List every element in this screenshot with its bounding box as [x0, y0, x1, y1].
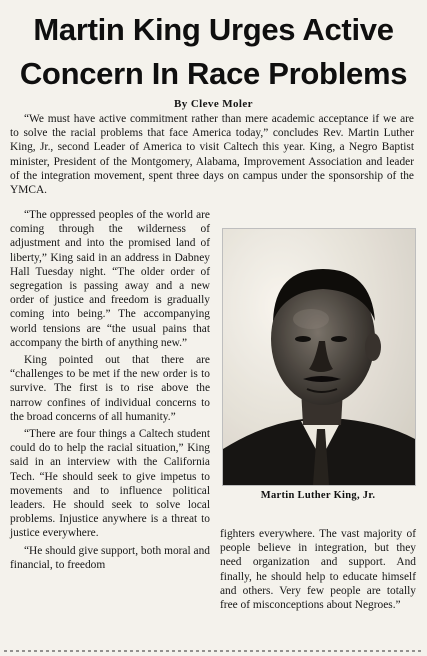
left-paragraph-4: “He should give support, both moral and financial, to freedom — [10, 544, 210, 571]
lead-paragraph — [10, 112, 414, 197]
bottom-rule — [4, 650, 423, 652]
lead-paragraph-text: “We must have active commitment rather than mere academic acceptance if we are to solve the racial problems that face America today,” concludes Rev. Martin Luther King, Jr., second Leader of America to visit Caltech this year. King, a Negro Baptist minister, President of the Montgomery, Alabama, Improvement Association and leader of the integration movement, spent three days on campus under the sponsorship of the YMCA. — [10, 113, 414, 197]
portrait-photo — [222, 228, 416, 486]
right-column-continuation — [220, 527, 416, 612]
photo-caption: Martin Luther King, Jr. — [260, 490, 376, 501]
left-paragraph-1: “The oppressed peoples of the world are coming through the wilderness of adjustment and into the promised land of liberty,” King said in an address in Dabney Hall Tuesday night. “The older order of segregation is passing away and a new order of justice and freedom is gradually coming into being.” The accompanying world tensions are “the usual pains that accompany the birth of anything new.” — [10, 209, 210, 349]
left-column — [10, 208, 210, 572]
headline-line-2: Concern In Race Problems — [19, 56, 408, 91]
left-paragraph-3: “There are four things a Caltech student could do to help the racial situation,” King said in an interview with the California Tech. “He should seek to give impetus to movements and to influence political leaders. He should seek to solve local problems. Injustice anywhere is a threat to justice everywhere. — [10, 428, 210, 540]
right-paragraph-text: fighters everywhere. The vast majority of people believe in integration, but they need organization and support. And finally, he should help to educate himself and others. Very few people are totally free of misconceptions about Negroes.” — [220, 528, 416, 612]
headline-line-1: Martin King Urges Active — [33, 12, 394, 47]
left-paragraph-2: King pointed out that there are “challenges to be met if the new order is to survive. The first is to rise above the narrow confines of individual concerns to the broad concerns of all humanity.” — [10, 354, 210, 423]
byline: By Cleve Moler — [174, 98, 253, 110]
portrait-illustration — [223, 229, 415, 485]
